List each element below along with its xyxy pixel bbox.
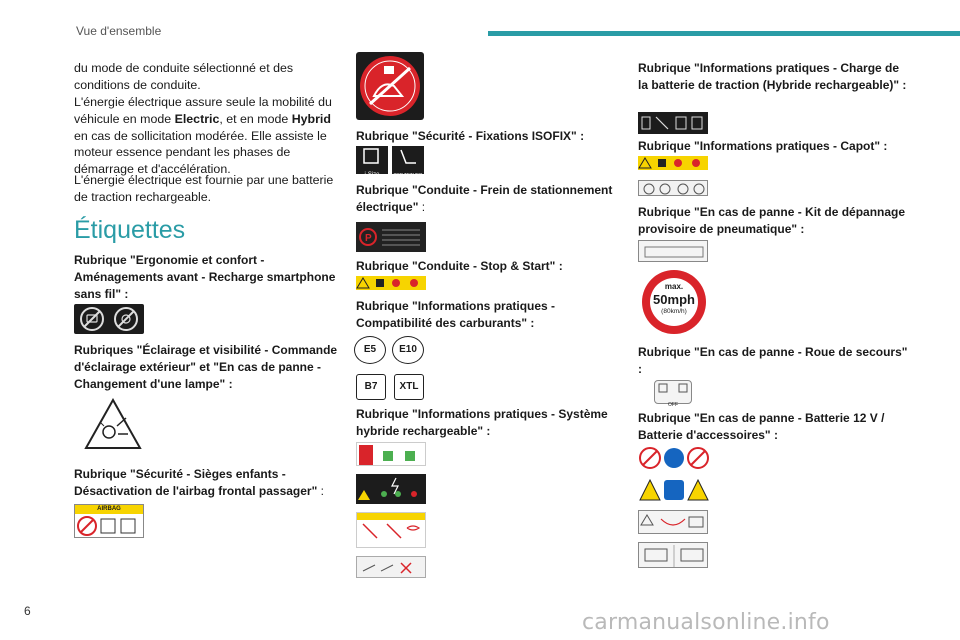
fuel-e10: E10 xyxy=(392,336,424,364)
mode-electric: Electric xyxy=(174,111,220,126)
label-tyre-kit xyxy=(638,240,708,262)
spare-wheel-off: OFF xyxy=(668,402,678,408)
text-span: : xyxy=(317,483,324,498)
fuel-b7: B7 xyxy=(356,374,386,400)
charging-cable-icon xyxy=(638,112,708,134)
label-stop-start xyxy=(356,276,426,290)
speed-kmh-label: (80km/h) xyxy=(661,308,687,315)
hybrid-service-icon xyxy=(357,443,427,467)
text-line: du mode de conduite sélectionné et des xyxy=(74,61,294,75)
rubric-bonnet: Rubrique "Informations pratiques - Capot" : xyxy=(638,139,888,153)
label-airbag-seal xyxy=(356,52,424,120)
label-hybrid-4 xyxy=(356,556,426,578)
label-bonnet-1 xyxy=(638,156,708,170)
label-battery-connect xyxy=(638,510,708,534)
rubric-stop-start: Rubrique "Conduite - Stop & Start" : xyxy=(356,259,563,273)
stop-start-warning-icon xyxy=(356,276,426,290)
no-phone-icon xyxy=(74,304,144,334)
paragraph-battery: L'énergie électrique est fournie par une batterie de traction rechargeable. xyxy=(74,173,334,204)
rubric-battery-12v: Rubrique "En cas de panne - Batterie 12 V / Batterie d'accessoires" : xyxy=(638,411,885,442)
fuel-e5: E5 xyxy=(354,336,386,364)
text-span: : xyxy=(418,199,426,214)
section-title: Étiquettes xyxy=(74,216,186,244)
text-span: Rubrique "Conduite - Frein de stationnement électrique" xyxy=(356,183,613,214)
top-tether-seat-icon xyxy=(392,146,424,166)
label-isize xyxy=(356,146,388,178)
label-wireless-charging xyxy=(74,304,144,334)
rubric-tyre-kit: Rubrique "En cas de panne - Kit de dépannage provisoire de pneumatique" : xyxy=(638,205,906,236)
label-hybrid-1 xyxy=(356,442,426,466)
label-parking-brake xyxy=(356,222,426,252)
text-span: Rubrique "Sécurité - Sièges enfants - Désactivation de l'airbag frontal passager" xyxy=(74,467,318,498)
bonnet-instructions-icon xyxy=(639,181,709,197)
svg-text:P: P xyxy=(365,233,372,244)
paragraph-electric-energy xyxy=(74,94,336,178)
speed-mph-label: 50mph xyxy=(653,292,695,307)
isize-text: i-Size xyxy=(364,172,380,178)
airbag-banner: AIRBAG xyxy=(75,505,143,514)
rubric-wireless-charging: Rubrique "Ergonomie et confort - Aménagements avant - Recharge smartphone sans fil" : xyxy=(74,253,336,301)
label-bonnet-2 xyxy=(638,180,708,196)
text-span: , et en mode xyxy=(219,111,292,126)
speed-limit-sign xyxy=(640,268,708,336)
spare-wheel-icon xyxy=(655,381,693,397)
label-lamp-warning xyxy=(84,398,142,450)
label-airbag xyxy=(74,504,144,538)
rubric-spare-wheel: Rubrique "En cas de panne - Roue de secours" : xyxy=(638,345,908,376)
label-spare-wheel xyxy=(654,380,692,408)
fuel-xtl: XTL xyxy=(394,374,424,400)
speed-max-label: max. xyxy=(664,282,684,291)
hybrid-prohibition-icons xyxy=(357,557,427,579)
label-top-tether xyxy=(392,146,424,177)
text-line: conditions de conduite. xyxy=(74,77,201,92)
page-number: 6 xyxy=(24,604,31,618)
rubric-parking-brake xyxy=(356,182,626,216)
airbag-child-seat-icon xyxy=(75,514,143,538)
top-tether-text: TOP TETHER xyxy=(393,172,423,177)
label-hybrid-3 xyxy=(356,512,426,548)
text-span: en cas de sollicitation modérée. Elle assiste le moteur essence pendant les phases de démarrage et d'accélération. xyxy=(74,128,327,177)
bonnet-warning-icon xyxy=(638,156,708,170)
mode-hybrid: Hybrid xyxy=(291,111,331,126)
section-header: Vue d'ensemble xyxy=(76,24,162,38)
paragraph-driving-mode xyxy=(74,60,336,94)
label-battery-warnings xyxy=(638,478,710,502)
tyre-kit-icon xyxy=(639,241,709,263)
no-flame-no-smoke-icons xyxy=(638,446,710,470)
rubric-fuel-compat: Rubrique "Informations pratiques - Compatibilité des carburants" : xyxy=(356,299,556,330)
jump-start-icon xyxy=(639,543,709,569)
text-span: L'énergie électrique assure seule la mobilité du véhicule en mode xyxy=(74,95,332,126)
rubric-child-seat xyxy=(74,466,344,500)
label-traction-battery xyxy=(638,112,708,134)
parking-brake-icon xyxy=(356,222,426,252)
hybrid-high-voltage-icon xyxy=(357,520,427,548)
hybrid-charge-status-icon xyxy=(356,474,426,504)
watermark: carmanualsonline.info xyxy=(582,610,830,635)
label-battery-prohibitions xyxy=(638,446,710,470)
rubric-hybrid-system: Rubrique "Informations pratiques - Système hybride rechargeable" : xyxy=(356,407,608,438)
acid-explosion-warning-icons xyxy=(638,478,710,502)
hybrid-warning-strip xyxy=(357,513,425,520)
rubric-isofix: Rubrique "Sécurité - Fixations ISOFIX" : xyxy=(356,129,585,143)
rubric-lighting: Rubriques "Éclairage et visibilité - Commande d'éclairage extérieur" et "En cas de panne - Changement d'une lampe" : xyxy=(74,343,338,391)
label-battery-jumpstart xyxy=(638,542,708,568)
hot-lamp-warning-icon xyxy=(84,398,142,450)
label-hybrid-2 xyxy=(356,474,426,504)
header-accent-bar xyxy=(488,31,960,36)
rubric-traction-battery: Rubrique "Informations pratiques - Charge de la batterie de traction (Hybride rechargeable)" : xyxy=(638,61,907,92)
battery-connection-icon xyxy=(639,511,709,535)
airbag-rear-facing-seat-icon xyxy=(356,52,424,120)
isize-seat-icon xyxy=(356,146,388,166)
